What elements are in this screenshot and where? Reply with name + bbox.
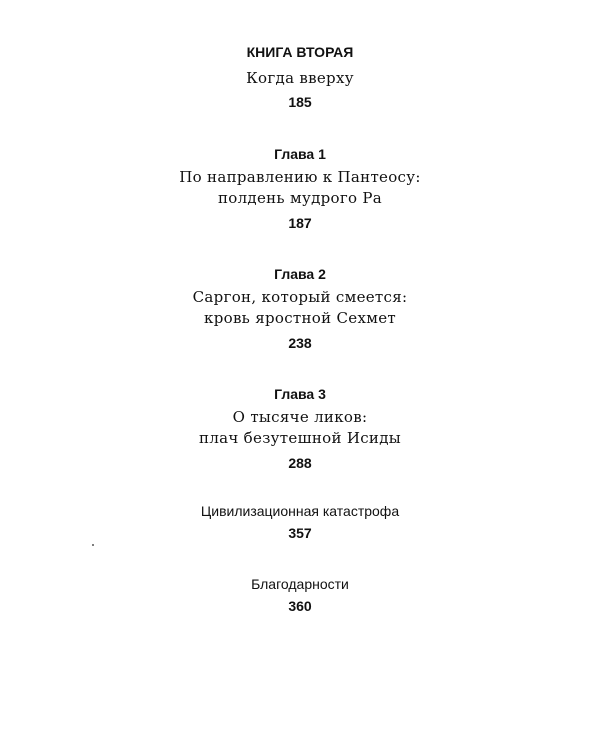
toc-entry-civilizational-catastrophe [0,503,600,541]
page-number: 238 [288,335,312,351]
chapter-title-line-1: По направлению к Пантеосу: [179,168,421,186]
chapter-title-line-2: плач безутешной Исиды [199,429,401,447]
toc-entry-book-two [0,44,600,110]
chapter-title-line-1: О тысяче ликов: [232,408,368,426]
toc-entry-chapter-2 [0,266,600,351]
page-number: 185 [288,94,312,110]
chapter-title-line-1: Саргон, который смеется: [192,288,408,306]
paper-speck [92,544,94,546]
toc-entry-chapter-1 [0,146,600,231]
page-number: 187 [288,215,312,231]
page-number: 360 [288,598,312,614]
chapter-heading: Глава 3 [274,386,326,402]
chapter-heading: Глава 1 [274,146,326,162]
section-title: Благодарности [251,576,349,592]
toc-entry-chapter-3 [0,386,600,471]
toc-entry-acknowledgements [0,576,600,614]
section-title: Цивилизационная катастрофа [200,503,400,519]
chapter-heading: Глава 2 [274,266,326,282]
chapter-title-line-2: полдень мудрого Ра [217,189,383,207]
book-title: Когда вверху [246,69,354,87]
page-number: 357 [288,525,312,541]
page-number: 288 [288,455,312,471]
chapter-title-line-2: кровь яростной Сехмет [204,309,396,327]
book-heading: КНИГА ВТОРАЯ [246,44,354,60]
